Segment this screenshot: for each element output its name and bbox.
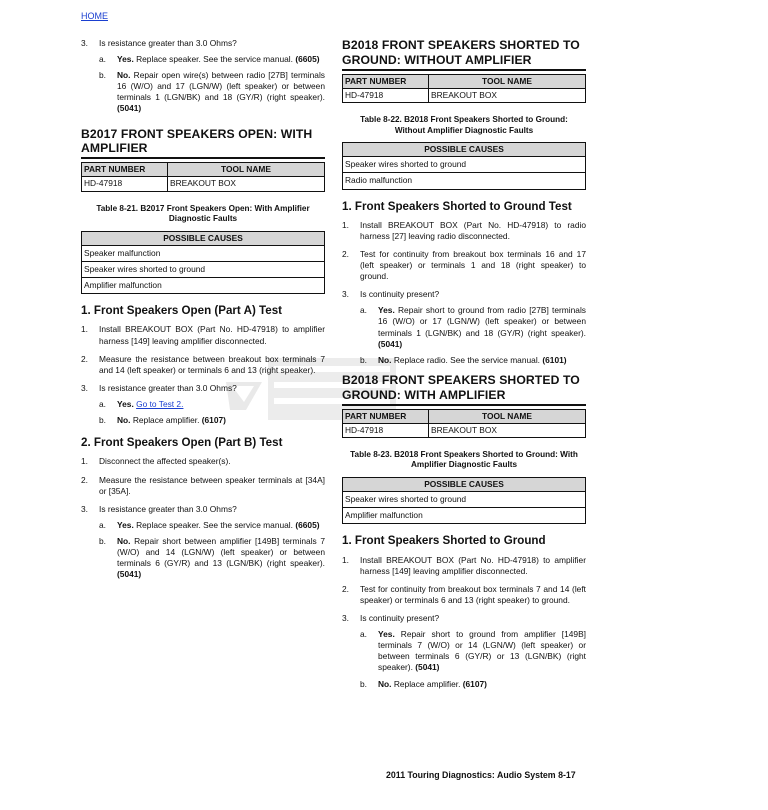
table-row: Speaker wires shorted to ground	[82, 262, 325, 278]
section-title-b2018-with-amp: B2018 FRONT SPEAKERS SHORTED TO GROUND: WITH AMPLIFIER	[342, 373, 586, 406]
section-title-b2017: B2017 FRONT SPEAKERS OPEN: WITH AMPLIFIER	[81, 127, 325, 160]
go-to-test-2-link[interactable]: Go to Test 2.	[136, 398, 184, 409]
list-item: 2. Test for continuity from breakout box terminals 7 and 14 (left speaker) or terminals 6 and 13 (right speaker) to ground.	[342, 583, 586, 605]
list-item: 1. Install BREAKOUT BOX (Part No. HD-47918) to amplifier harness [149] leaving amplifier disconnected.	[81, 324, 325, 346]
list-item: 2. Measure the resistance between breakout box terminals 7 and 14 (left speaker) or terminals 6 and 13 (right speaker).	[81, 353, 325, 375]
list-item: 2. Measure the resistance between speaker terminals at [34A] or [35A].	[81, 474, 325, 496]
table-row: Amplifier malfunction	[343, 508, 586, 524]
table-row: HD-47918 BREAKOUT BOX	[343, 88, 586, 102]
list-item: 1. Install BREAKOUT BOX (Part No. HD-47918) to amplifier harness [149] leaving amplifier disconnected.	[342, 554, 586, 576]
answer-no: b. No. Replace amplifier. (6107)	[99, 415, 226, 426]
list-item: 3. Is continuity present? a. Yes. Repair short to ground from radio [27B] terminals 16 (W/O) or 17 (LGN/W) (left speaker) or between terminals 1 (LGN/BK) and 18 (GY/R) (right speaker). (5041) b. No. Replace radio. See the service manual. (6101)	[342, 289, 586, 365]
test-title-part-b: 2. Front Speakers Open (Part B) Test	[81, 436, 283, 450]
fault-code: (6605)	[295, 54, 320, 65]
fault-code: (6107)	[462, 678, 487, 689]
tool-table: PART NUMBER TOOL NAME HD-47918 BREAKOUT BOX	[342, 409, 586, 438]
table-row: Radio malfunction	[343, 173, 586, 189]
causes-table: POSSIBLE CAUSES Speaker wires shorted to ground Amplifier malfunction	[342, 477, 586, 524]
list-item: 1. Install BREAKOUT BOX (Part No. HD-47918) to radio harness [27] leaving radio disconnected.	[342, 219, 586, 241]
answer-yes: a. Yes. Replace speaker. See the service manual. (6605)	[99, 54, 320, 65]
table-row: Speaker wires shorted to ground	[343, 492, 586, 508]
page-footer: 2011 Touring Diagnostics: Audio System 8-17	[386, 770, 576, 780]
right-column	[342, 38, 586, 697]
answer-no: b. No. Repair open wire(s) between radio [27B] terminals 16 (W/O) and 17 (LGN/W) (left speaker) or between terminals 1 (LGN/BK) and 18 (GY/R) (right speaker). (5041)	[99, 70, 325, 114]
left-column	[81, 38, 325, 587]
test-title-shorted-with-amp: 1. Front Speakers Shorted to Ground	[342, 534, 546, 548]
fault-code: (5041)	[378, 338, 403, 349]
fault-code: (5041)	[415, 662, 440, 673]
list-item: 3. Is resistance greater than 3.0 Ohms? a. Yes. Go to Test 2. b. No. Replace amplifier. (6107)	[81, 383, 325, 426]
list-item: 3. Is resistance greater than 3.0 Ohms? a. Yes. Replace speaker. See the service manual. (6605) b. No. Repair short between amplifier [149B] terminals 7 (W/O) and 14 (LGN/W) (left speaker) or between terminals 6 (GY/R) and 13 (LGN/BK) (right speaker). (5041)	[81, 503, 325, 580]
test-title-shorted-no-amp: 1. Front Speakers Shorted to Ground Test	[342, 199, 572, 213]
table-row: Speaker wires shorted to ground	[343, 157, 586, 173]
answer-yes: a. Yes. Repair short to ground from amplifier [149B] terminals 7 (W/O) or 14 (LGN/W) (left speaker) or between terminals 6 (GY/R) or 13 (LGN/BK) (right speaker). (5041)	[360, 629, 586, 673]
fault-code: (5041)	[117, 103, 142, 114]
step-3-resistance	[81, 38, 325, 115]
fault-code: (5041)	[117, 569, 142, 580]
step-question: Is resistance greater than 3.0 Ohms?	[99, 38, 237, 48]
answer-no: b. No. Replace amplifier. (6107)	[360, 678, 487, 689]
table-caption: Table 8-21. B2017 Front Speakers Open: With Amplifier Diagnostic Faults	[96, 203, 310, 224]
causes-table: POSSIBLE CAUSES Speaker malfunction Speaker wires shorted to ground Amplifier malfunction	[81, 231, 325, 294]
table-caption: Table 8-23. B2018 Front Speakers Shorted to Ground: With Amplifier Diagnostic Faults	[350, 449, 578, 470]
list-item: 3. Is continuity present? a. Yes. Repair short to ground from amplifier [149B] terminals 7 (W/O) or 14 (LGN/W) (left speaker) or between terminals 6 (GY/R) or 13 (LGN/BK) (right speaker). (5041) b. No. Replace amplifier. (6107)	[342, 613, 586, 689]
fault-code: (6107)	[201, 415, 226, 426]
table-row: HD-47918 BREAKOUT BOX	[82, 177, 325, 191]
table-row: Speaker malfunction	[82, 245, 325, 261]
causes-table: POSSIBLE CAUSES Speaker wires shorted to ground Radio malfunction	[342, 142, 586, 189]
step-number: 3.	[81, 38, 88, 48]
answer-yes: a. Yes. Replace speaker. See the service manual. (6605)	[99, 519, 320, 530]
section-title-b2018-without-amp: B2018 FRONT SPEAKERS SHORTED TO GROUND: WITHOUT AMPLIFIER	[342, 38, 586, 71]
table-row: HD-47918 BREAKOUT BOX	[343, 423, 586, 437]
test-title-part-a: 1. Front Speakers Open (Part A) Test	[81, 304, 283, 318]
fault-code: (6101)	[542, 354, 567, 365]
answer-yes: a. Yes. Go to Test 2.	[99, 398, 184, 409]
answer-yes: a. Yes. Repair short to ground from radio [27B] terminals 16 (W/O) or 17 (LGN/W) (left speaker) or between terminals 1 (LGN/BK) and 18 (GY/R) (right speaker). (5041)	[360, 305, 586, 349]
answer-no: b. No. Replace radio. See the service manual. (6101)	[360, 354, 567, 365]
table-caption: Table 8-22. B2018 Front Speakers Shorted to Ground: Without Amplifier Diagnostic Faults	[360, 114, 568, 135]
answer-no: b. No. Repair short between amplifier [149B] terminals 7 (W/O) and 14 (LGN/W) (left speaker) or between terminals 6 (GY/R) and 13 (LGN/BK) (right speaker). (5041)	[99, 535, 325, 580]
fault-code: (6605)	[295, 519, 320, 530]
list-item: 1. Disconnect the affected speaker(s).	[81, 456, 231, 467]
tool-table: PART NUMBER TOOL NAME HD-47918 BREAKOUT BOX	[342, 74, 586, 103]
home-link[interactable]: HOME	[81, 11, 108, 21]
tool-table: PART NUMBER TOOL NAME HD-47918 BREAKOUT BOX	[81, 162, 325, 191]
table-row: Amplifier malfunction	[82, 278, 325, 294]
list-item: 2. Test for continuity from breakout box terminals 16 and 17 (left speaker) or terminals 1 and 18 (right speaker) to ground.	[342, 249, 586, 282]
